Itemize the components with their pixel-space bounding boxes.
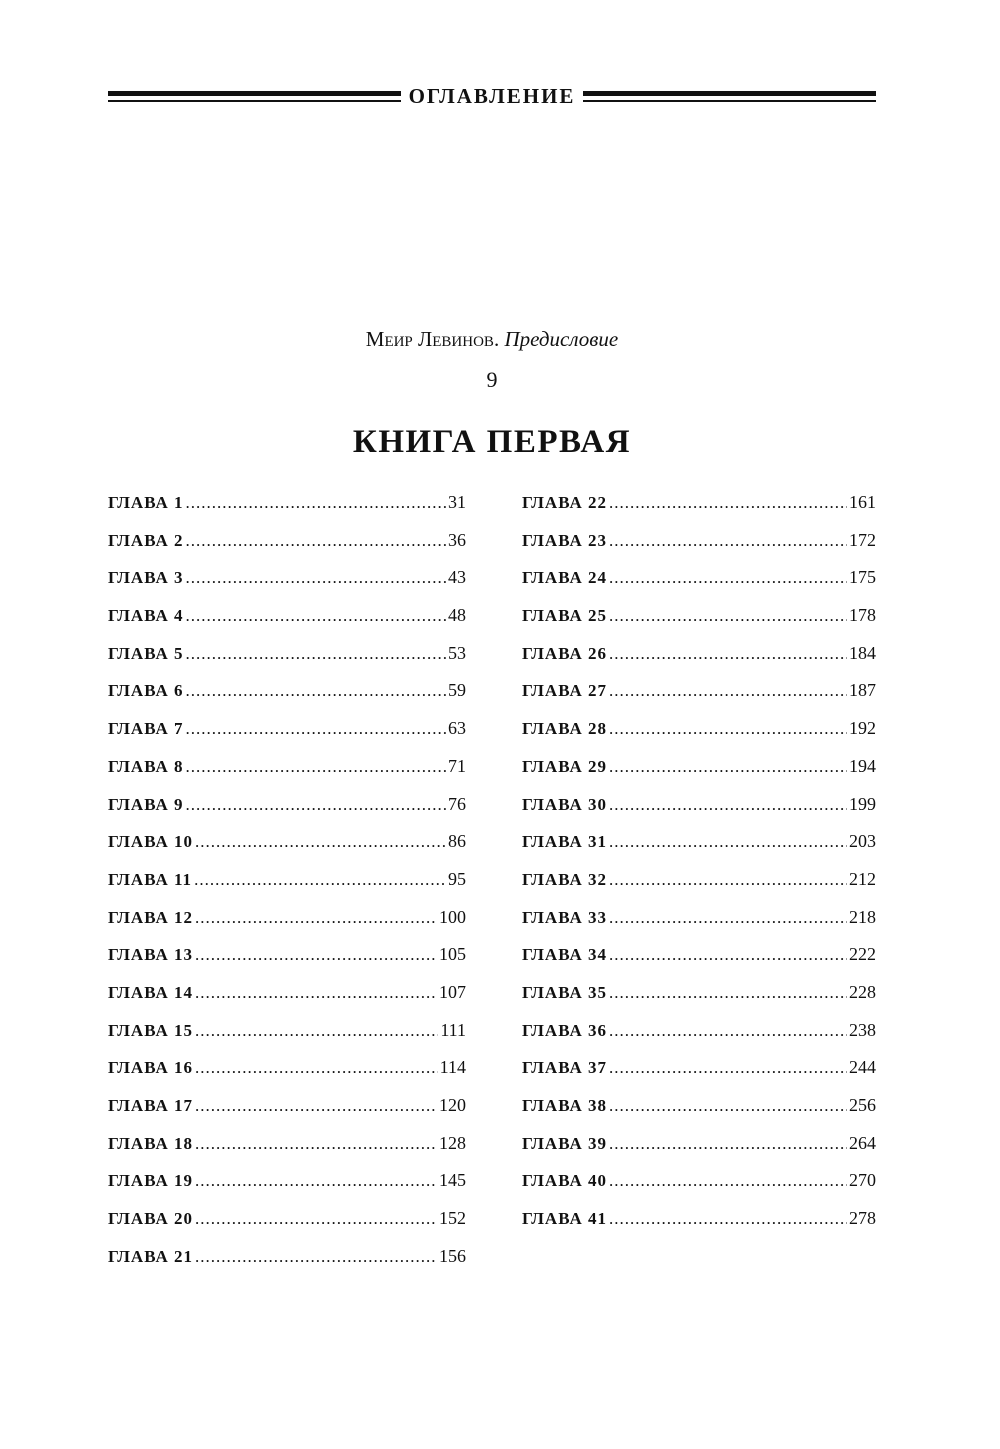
dot-leader <box>609 904 847 932</box>
toc-entry-label: ГЛАВА 4 <box>108 606 184 626</box>
toc-entry[interactable] <box>108 1166 466 1204</box>
toc-entry-page: 86 <box>448 831 466 852</box>
dot-leader <box>186 527 447 555</box>
toc-entry[interactable] <box>522 1204 876 1242</box>
toc-entry-page: 31 <box>448 492 466 512</box>
toc-entry[interactable] <box>522 903 876 941</box>
toc-entry[interactable] <box>522 526 876 564</box>
toc-entry[interactable] <box>108 1204 466 1242</box>
toc-entry-page: 53 <box>448 642 466 663</box>
toc-entry-label: ГЛАВА 7 <box>108 719 184 739</box>
toc-entry[interactable] <box>522 563 876 601</box>
toc-entry-page: 270 <box>849 1170 876 1191</box>
toc-entry-label: ГЛАВА 33 <box>522 907 607 927</box>
toc-entry[interactable] <box>108 488 466 526</box>
toc-entry-page: 218 <box>849 906 876 927</box>
toc-entry-page: 100 <box>439 906 466 927</box>
dot-leader <box>186 602 447 630</box>
toc-entry[interactable] <box>522 827 876 865</box>
toc-entry-page: 192 <box>849 718 876 739</box>
toc-entry-page: 105 <box>439 944 466 965</box>
dot-leader <box>609 1017 847 1045</box>
toc-entry-page: 63 <box>448 718 466 739</box>
toc-entry-label: ГЛАВА 20 <box>108 1209 193 1229</box>
dot-leader <box>609 1130 847 1158</box>
dot-leader <box>609 564 847 592</box>
toc-entry-label: ГЛАВА 24 <box>522 568 607 588</box>
header-rule-left <box>108 91 401 102</box>
dot-leader <box>609 715 847 743</box>
toc-entry-label: ГЛАВА 25 <box>522 606 607 626</box>
toc-entry-label: ГЛАВА 3 <box>108 568 184 588</box>
toc-entry[interactable] <box>522 601 876 639</box>
toc-entry-label: ГЛАВА 39 <box>522 1133 607 1153</box>
dot-leader <box>609 866 847 894</box>
dot-leader <box>609 828 847 856</box>
toc-entry-page: 199 <box>849 793 876 814</box>
toc-entry-page: 187 <box>849 680 876 701</box>
dot-leader <box>609 602 847 630</box>
dot-leader <box>195 828 446 856</box>
toc-entry[interactable] <box>108 790 466 828</box>
toc-entry-label: ГЛАВА 15 <box>108 1020 193 1040</box>
toc-entry-label: ГЛАВА 38 <box>522 1096 607 1115</box>
dot-leader <box>195 1130 437 1158</box>
dot-leader <box>609 527 847 555</box>
toc-entry-page: 107 <box>439 981 466 1002</box>
dot-leader <box>186 677 447 705</box>
toc-entry-label: ГЛАВА 32 <box>522 869 607 889</box>
dot-leader <box>195 1205 437 1233</box>
toc-entry[interactable] <box>108 1016 466 1054</box>
toc-entry-label: ГЛАВА 6 <box>108 681 184 701</box>
dot-leader <box>195 1054 438 1082</box>
toc-entry[interactable] <box>108 526 466 564</box>
toc-entry-label: ГЛАВА 29 <box>522 756 607 776</box>
toc-entry[interactable] <box>108 1053 466 1091</box>
toc-entry-page: 175 <box>849 567 876 588</box>
toc-entry[interactable] <box>522 865 876 903</box>
dot-leader <box>195 1243 437 1271</box>
toc-entry[interactable] <box>522 714 876 752</box>
toc-entry-page: 114 <box>439 1057 466 1078</box>
toc-entry-page: 178 <box>849 605 876 626</box>
toc-entry-page: 36 <box>448 529 466 550</box>
toc-entry[interactable] <box>108 714 466 752</box>
toc-entry-label: ГЛАВА 10 <box>108 832 193 852</box>
toc-entry-label: ГЛАВА 16 <box>108 1058 193 1078</box>
toc-entry-label: ГЛАВА 11 <box>108 869 193 889</box>
toc-entry[interactable] <box>108 827 466 865</box>
toc-entry-label: ГЛАВА 28 <box>522 719 607 739</box>
toc-entry-label: ГЛАВА 8 <box>108 756 184 776</box>
toc-entry[interactable] <box>108 1129 466 1167</box>
preface-entry[interactable] <box>0 324 984 354</box>
toc-entry[interactable] <box>522 790 876 828</box>
dot-leader <box>609 791 847 819</box>
toc-entry-label: ГЛАВА 35 <box>522 982 607 1002</box>
toc-entry[interactable] <box>522 752 876 790</box>
toc-entry[interactable] <box>108 865 466 903</box>
toc-entry-label: ГЛАВА 21 <box>108 1246 193 1266</box>
toc-entry-page: 222 <box>849 944 876 965</box>
toc-entry-page: 128 <box>439 1132 466 1153</box>
toc-entry-page: 156 <box>439 1245 466 1266</box>
dot-leader <box>195 904 437 932</box>
toc-entry-label: ГЛАВА 37 <box>522 1058 607 1078</box>
toc-entry-label: ГЛАВА 17 <box>108 1096 193 1115</box>
preface-page-number: 9 <box>486 367 498 392</box>
dot-leader <box>609 941 847 969</box>
dot-leader <box>609 489 847 517</box>
dot-leader <box>186 640 447 668</box>
dot-leader <box>609 979 847 1007</box>
toc-entry-label: ГЛАВА 22 <box>522 493 607 512</box>
toc-entry[interactable] <box>522 639 876 677</box>
toc-entry-page: 59 <box>448 680 466 701</box>
toc-entry-label: ГЛАВА 26 <box>522 643 607 663</box>
toc-entry-page: 278 <box>849 1208 876 1229</box>
header-rule-right <box>583 91 876 102</box>
toc-entry[interactable] <box>522 1166 876 1204</box>
dot-leader <box>195 979 437 1007</box>
toc-entry[interactable] <box>522 978 876 1016</box>
toc-entry-label: ГЛАВА 2 <box>108 530 184 550</box>
toc-entry[interactable] <box>108 639 466 677</box>
toc-entry-label: ГЛАВА 31 <box>522 832 607 852</box>
toc-entry-label: ГЛАВА 14 <box>108 982 193 1002</box>
toc-entry-page: 145 <box>439 1170 466 1191</box>
toc-entry-page: 238 <box>849 1019 876 1040</box>
toc-entry[interactable] <box>108 601 466 639</box>
page-title: ОГЛАВЛЕНИЕ <box>408 84 576 108</box>
dot-leader <box>609 753 847 781</box>
dot-leader <box>609 1205 847 1233</box>
toc-entry-label: ГЛАВА 18 <box>108 1133 193 1153</box>
toc-entry-page: 43 <box>448 567 466 588</box>
toc-entry-label: ГЛАВА 9 <box>108 794 184 814</box>
toc-entry-page: 120 <box>439 1095 466 1115</box>
dot-leader <box>195 1167 437 1195</box>
toc-entry[interactable] <box>522 1053 876 1091</box>
dot-leader <box>195 1092 437 1120</box>
dot-leader <box>186 791 447 819</box>
toc-entry[interactable] <box>522 1129 876 1167</box>
dot-leader <box>195 941 437 969</box>
toc-entry-page: 203 <box>849 831 876 852</box>
dot-leader <box>186 753 447 781</box>
dot-leader <box>186 489 447 517</box>
toc-entry-label: ГЛАВА 1 <box>108 493 184 512</box>
toc-entry-label: ГЛАВА 19 <box>108 1171 193 1191</box>
toc-entry-label: ГЛАВА 41 <box>522 1209 607 1229</box>
toc-entry-label: ГЛАВА 30 <box>522 794 607 814</box>
toc-entry-page: 194 <box>849 755 876 776</box>
toc-entry-page: 244 <box>849 1057 876 1078</box>
toc-entry[interactable] <box>108 903 466 941</box>
toc-entry-page: 76 <box>448 793 466 814</box>
dot-leader <box>609 677 847 705</box>
toc-entry-label: ГЛАВА 13 <box>108 945 193 965</box>
toc-entry[interactable] <box>108 563 466 601</box>
toc-entry-label: ГЛАВА 36 <box>522 1020 607 1040</box>
page-header <box>108 82 876 110</box>
toc-entry[interactable] <box>108 1091 466 1129</box>
toc-entry-page: 95 <box>448 868 466 889</box>
toc-entry[interactable] <box>522 1091 876 1129</box>
toc-entry-page: 264 <box>849 1132 876 1153</box>
toc-entry[interactable] <box>522 940 876 978</box>
toc-entry-label: ГЛАВА 5 <box>108 643 184 663</box>
preface-author: Меир Левинов. <box>365 327 500 351</box>
toc-entry-page: 212 <box>849 868 876 889</box>
toc-entry-label: ГЛАВА 12 <box>108 907 193 927</box>
toc-entry-page: 228 <box>849 981 876 1002</box>
preface-title: Предисловие <box>504 327 619 351</box>
dot-leader <box>609 640 847 668</box>
toc-entry-label: ГЛАВА 40 <box>522 1171 607 1191</box>
toc-entry-page: 184 <box>849 642 876 663</box>
toc-entry-page: 172 <box>849 529 876 550</box>
dot-leader <box>609 1167 847 1195</box>
toc-entry-label: ГЛАВА 27 <box>522 681 607 701</box>
dot-leader <box>195 1017 438 1045</box>
toc-entry-label: ГЛАВА 23 <box>522 530 607 550</box>
toc-entry-page: 256 <box>849 1095 876 1115</box>
toc-entry[interactable] <box>522 1016 876 1054</box>
toc-entry[interactable] <box>522 488 876 526</box>
toc-entry-page: 161 <box>849 492 876 512</box>
toc-column-right <box>522 488 876 1242</box>
toc-entry[interactable] <box>108 676 466 714</box>
dot-leader <box>186 564 447 592</box>
dot-leader <box>609 1054 847 1082</box>
toc-entry[interactable] <box>108 1242 466 1280</box>
dot-leader <box>186 715 447 743</box>
toc-entry[interactable] <box>108 978 466 1016</box>
book-heading: КНИГА ПЕРВАЯ <box>352 424 632 460</box>
toc-column-left <box>108 488 466 1279</box>
toc-entry-page: 48 <box>448 605 466 626</box>
toc-entry-page: 152 <box>439 1208 466 1229</box>
toc-entry[interactable] <box>108 752 466 790</box>
toc-entry[interactable] <box>108 940 466 978</box>
dot-leader <box>194 866 446 894</box>
toc-entry-page: 71 <box>448 755 466 776</box>
toc-entry[interactable] <box>522 676 876 714</box>
dot-leader <box>609 1092 847 1120</box>
toc-entry-page: 111 <box>440 1019 466 1040</box>
toc-entry-label: ГЛАВА 34 <box>522 945 607 965</box>
